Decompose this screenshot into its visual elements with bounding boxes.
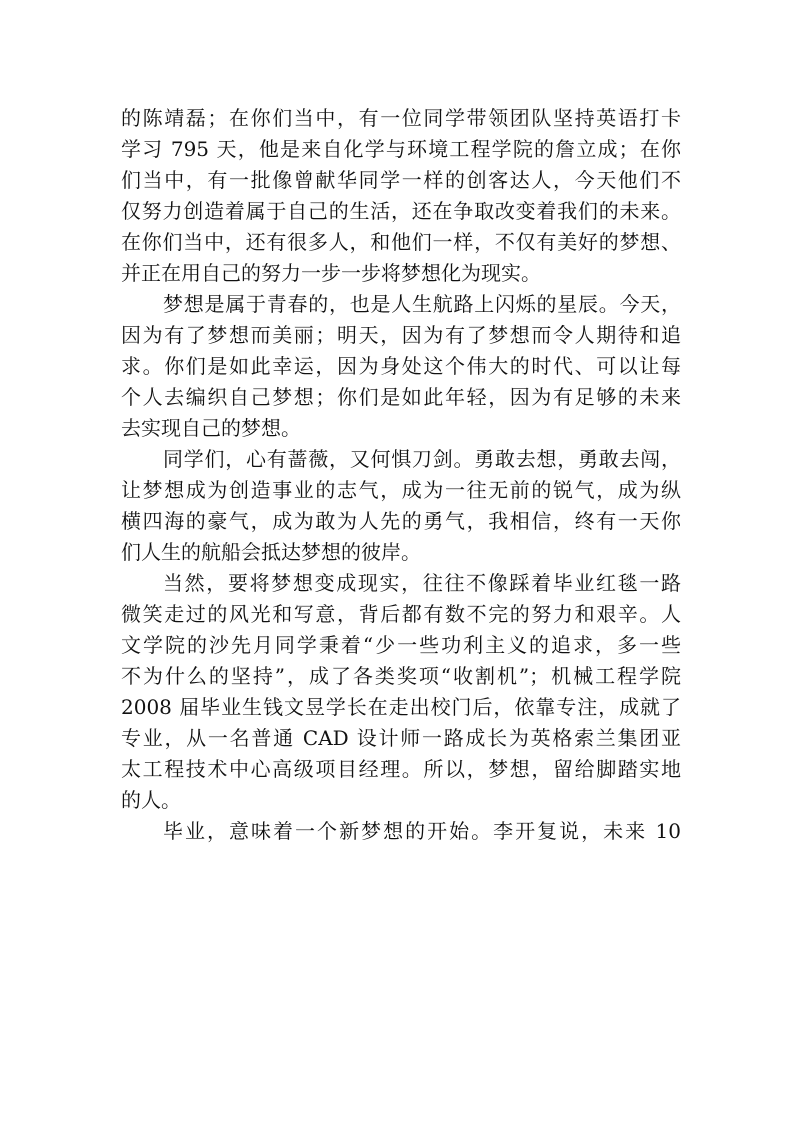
text-line: 2008 届毕业生钱文昱学长在走出校门后，依靠专注，成就了 [121, 695, 681, 719]
text-line: 因为有了梦想而美丽；明天，因为有了梦想而令人期待和追 [121, 323, 681, 347]
text-line: 横四海的豪气，成为敢为人先的勇气，我相信，终有一天你 [121, 509, 681, 533]
text-line: 学习 795 天，他是来自化学与环境工程学院的詹立成；在你 [121, 137, 681, 161]
text-line: 在你们当中，还有很多人，和他们一样，不仅有美好的梦想、 [121, 230, 681, 254]
text-line: 微笑走过的风光和写意，背后都有数不完的努力和艰辛。人 [121, 602, 681, 626]
text-line: 让梦想成为创造事业的志气，成为一往无前的锐气，成为纵 [121, 478, 681, 502]
text-line: 们人生的航船会抵达梦想的彼岸。 [121, 540, 421, 564]
text-line: 们当中，有一批像曾献华同学一样的创客达人，今天他们不 [121, 168, 681, 192]
paragraph-first-line: 毕业，意味着一个新梦想的开始。李开复说，未来 10 [163, 819, 681, 843]
text-line: 的陈靖磊；在你们当中，有一位同学带领团队坚持英语打卡 [121, 106, 681, 130]
text-line: 求。你们是如此幸运，因为身处这个伟大的时代、可以让每 [121, 354, 681, 378]
paragraph-first-line: 当然，要将梦想变成现实，往往不像踩着毕业红毯一路 [163, 571, 681, 595]
text-line: 专业，从一名普通 CAD 设计师一路成长为英格索兰集团亚 [121, 726, 681, 750]
text-line: 文学院的沙先月同学秉着“少一些功利主义的追求，多一些 [121, 633, 681, 657]
speech-text [121, 103, 681, 847]
text-line: 太工程技术中心高级项目经理。所以，梦想，留给脚踏实地 [121, 757, 681, 781]
text-line: 个人去编织自己梦想；你们是如此年轻，因为有足够的未来 [121, 385, 681, 409]
text-line: 不为什么的坚持”，成了各类奖项“收割机”；机械工程学院 [121, 664, 681, 688]
text-line: 去实现自己的梦想。 [121, 416, 301, 440]
text-line: 并正在用自己的努力一步一步将梦想化为现实。 [121, 261, 541, 285]
text-line: 仅努力创造着属于自己的生活，还在争取改变着我们的未来。 [121, 199, 681, 223]
text-line: 的人。 [121, 788, 181, 812]
paragraph-first-line: 同学们，心有蔷薇，又何惧刀剑。勇敢去想，勇敢去闯， [163, 447, 681, 471]
paragraph-first-line: 梦想是属于青春的，也是人生航路上闪烁的星辰。今天， [163, 292, 681, 316]
